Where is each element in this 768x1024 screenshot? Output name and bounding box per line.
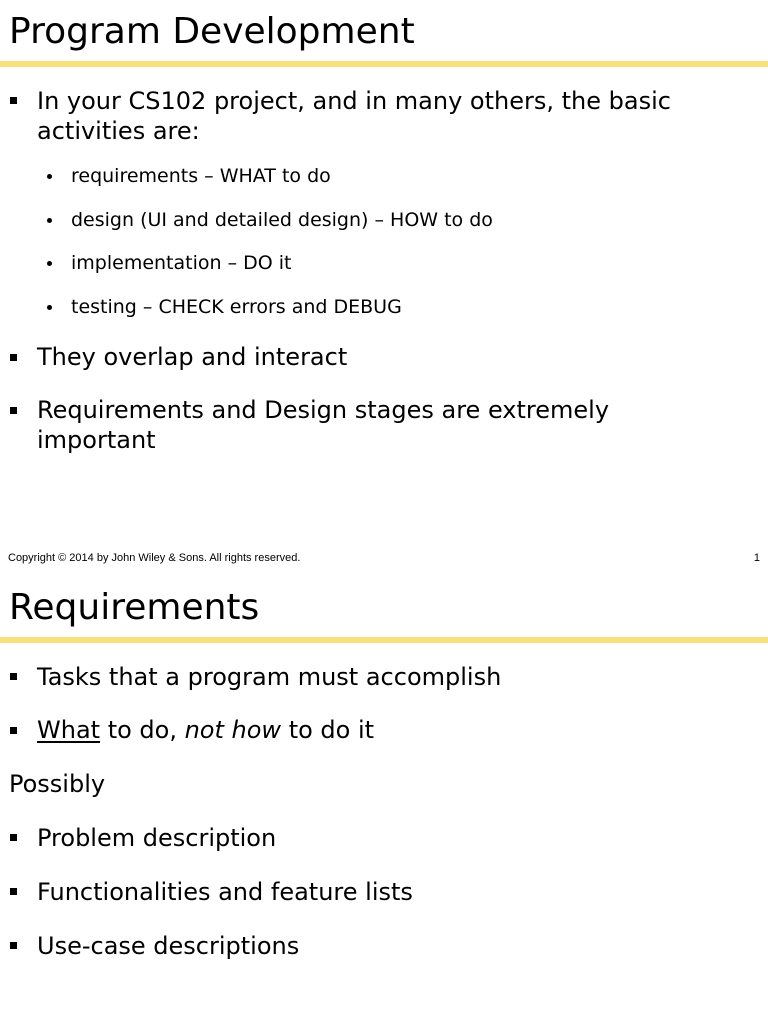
square-bullet-icon xyxy=(10,727,17,734)
bullet-text: Functionalities and feature lists xyxy=(37,878,413,906)
round-bullet-icon xyxy=(47,218,52,223)
bullet-text: They overlap and interact xyxy=(37,343,348,371)
title-underline-rule xyxy=(0,61,768,67)
plain-phrase: to do it xyxy=(281,716,375,744)
bullet-text: Requirements and Design stages are extremely xyxy=(37,396,610,424)
slide-title: Requirements xyxy=(9,587,260,628)
square-bullet-icon xyxy=(10,97,17,104)
round-bullet-icon xyxy=(47,261,52,266)
square-bullet-icon xyxy=(10,673,17,680)
sub-bullet-text: implementation – DO it xyxy=(71,252,292,274)
bullet-text-continued: important xyxy=(37,426,156,454)
sub-bullet-text: design (UI and detailed design) – HOW to do xyxy=(71,209,493,231)
plain-phrase: to do, xyxy=(100,716,185,744)
plain-paragraph: Possibly xyxy=(9,770,106,798)
bullet-text: Use-case descriptions xyxy=(37,932,300,960)
slide-requirements xyxy=(0,576,768,1024)
bullet-text-continued: activities are: xyxy=(37,117,200,145)
square-bullet-icon xyxy=(10,834,17,841)
square-bullet-icon xyxy=(10,942,17,949)
slide-title: Program Development xyxy=(9,11,415,52)
sub-bullet-text: requirements – WHAT to do xyxy=(71,165,331,187)
sub-bullet-text: testing – CHECK errors and DEBUG xyxy=(71,296,402,318)
title-underline-rule xyxy=(0,637,768,643)
bullet-text: Problem description xyxy=(37,824,277,852)
bullet-text: Tasks that a program must accomplish xyxy=(37,663,502,691)
underlined-word: What xyxy=(37,716,101,744)
copyright-footer: Copyright © 2014 by John Wiley & Sons. All rights reserved. xyxy=(8,552,301,564)
square-bullet-icon xyxy=(10,407,17,414)
square-bullet-icon xyxy=(10,354,17,361)
page-number: 1 xyxy=(753,552,760,564)
bullet-text-what-not-how xyxy=(37,715,374,745)
bullet-text: In your CS102 project, and in many others, the basic xyxy=(37,87,671,115)
square-bullet-icon xyxy=(10,888,17,895)
round-bullet-icon xyxy=(47,174,52,179)
italic-phrase: not how xyxy=(184,716,282,744)
round-bullet-icon xyxy=(47,305,52,310)
